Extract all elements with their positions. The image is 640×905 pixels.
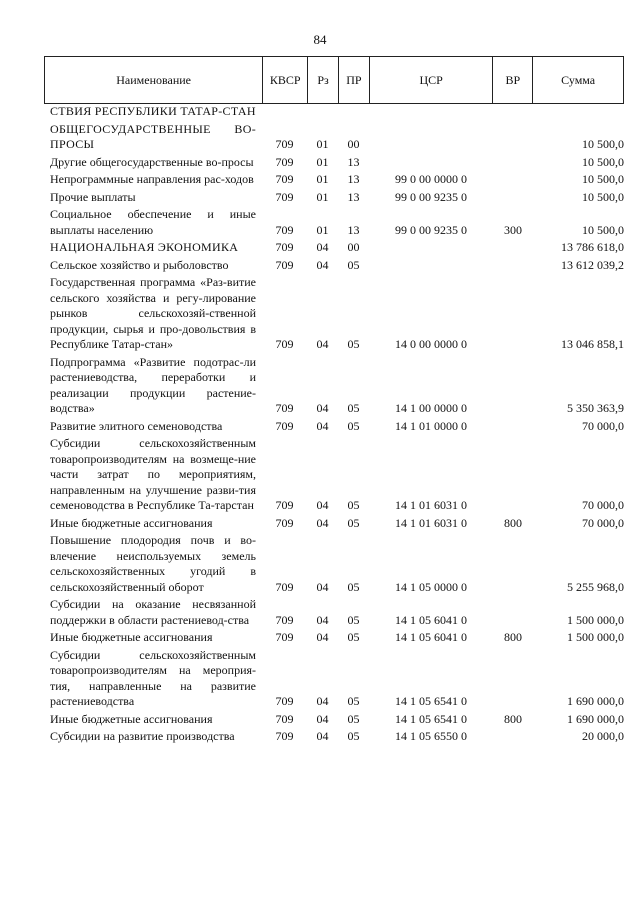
row-csr: [369, 258, 493, 274]
row-rz: 04: [316, 711, 329, 726]
row-csr: [369, 155, 493, 171]
row-name: Государственная программа «Раз-витие сельского хозяйства и регу-лирование рынков сельскохозяй-ственной продукции, сырья и про-довольствия в Республике Татар-стан»: [50, 275, 256, 351]
row-csr: 14 1 05 6550 0: [395, 729, 467, 743]
row-sum: 70 000,0: [582, 418, 624, 433]
header-pr: ПР: [338, 57, 369, 103]
table-row: [44, 190, 624, 206]
row-sum: 10 500,0: [582, 189, 624, 204]
budget-table: [44, 56, 624, 747]
row-rz: 01: [316, 137, 329, 151]
row-vr: [493, 155, 533, 171]
row-pr: 05: [347, 579, 360, 594]
row-pr: [338, 104, 369, 120]
row-sum: 13 046 858,1: [561, 337, 624, 351]
table-row: [44, 240, 624, 256]
row-csr: 14 1 01 0000 0: [395, 418, 467, 433]
row-name: Субсидии на оказание несвязанной поддержки в области растениевод-ства: [50, 597, 256, 627]
row-csr: 14 1 05 6041 0: [395, 612, 467, 627]
row-pr: 13: [347, 189, 360, 204]
row-rz: 04: [316, 240, 329, 254]
row-name: Иные бюджетные ассигнования: [50, 711, 213, 726]
row-rz: 01: [316, 154, 329, 169]
row-pr: 05: [347, 498, 360, 512]
table-row: [44, 648, 624, 710]
row-name: Развитие элитного семеноводства: [50, 418, 223, 433]
row-csr: 14 1 05 6541 0: [395, 711, 467, 726]
row-rz: 01: [316, 189, 329, 204]
row-kvsr: 709: [275, 154, 294, 169]
table-row: [44, 258, 624, 274]
row-kvsr: 709: [275, 711, 294, 726]
row-rz: 04: [316, 630, 329, 644]
header-sum: Сумма: [532, 57, 623, 103]
row-csr: 99 0 00 0000 0: [395, 172, 467, 186]
row-pr: 00: [347, 240, 360, 254]
row-csr: [369, 122, 493, 153]
table-row: [44, 155, 624, 171]
row-pr: 05: [347, 694, 360, 708]
table-row: [44, 172, 624, 188]
row-vr: [493, 275, 533, 353]
table-body: [44, 104, 624, 745]
row-sum: 1 500 000,0: [567, 630, 624, 644]
row-kvsr: 709: [275, 612, 294, 627]
row-rz: 01: [316, 172, 329, 186]
row-sum: 1 500 000,0: [567, 612, 624, 627]
row-pr: 05: [347, 337, 360, 351]
header-name: Наименование: [116, 72, 191, 87]
table-row: [44, 516, 624, 532]
row-name: Подпрограмма «Развитие подотрас-ли растениеводства, переработки и реализации продукции растение-водства»: [50, 354, 256, 415]
row-rz: 04: [316, 694, 329, 708]
row-name: Субсидии на развитие производства: [50, 729, 235, 743]
row-rz: 04: [316, 579, 329, 594]
row-kvsr: 709: [275, 630, 294, 644]
header-kvsr: КВСР: [262, 57, 307, 103]
table-header: [44, 56, 624, 104]
row-sum: 10 500,0: [582, 222, 624, 237]
row-name: НАЦИОНАЛЬНАЯ ЭКОНОМИКА: [50, 240, 239, 254]
row-name: Иные бюджетные ассигнования: [50, 630, 213, 644]
table-row: [44, 122, 624, 153]
row-sum: 5 255 968,0: [567, 579, 624, 594]
row-rz: 04: [316, 401, 329, 415]
row-name: ОБЩЕГОСУДАРСТВЕННЫЕ ВО-ПРОСЫ: [50, 121, 256, 151]
row-pr: 13: [347, 154, 360, 169]
table-row: [44, 419, 624, 435]
row-sum: 5 350 363,9: [567, 401, 624, 415]
table-row: [44, 275, 624, 353]
row-name: Социальное обеспечение и иные выплаты населению: [50, 207, 256, 237]
row-sum: 13 786 618,0: [561, 240, 624, 254]
row-rz: 01: [316, 222, 329, 237]
row-name: Непрограммные направления рас-ходов: [50, 172, 254, 186]
table-row: [44, 104, 624, 120]
row-vr: [493, 190, 533, 206]
row-pr: 05: [347, 612, 360, 627]
row-csr: 14 1 01 6031 0: [395, 515, 467, 530]
row-sum: 1 690 000,0: [567, 694, 624, 708]
table-row: [44, 355, 624, 417]
row-kvsr: [262, 104, 307, 120]
row-vr: [493, 122, 533, 153]
row-pr: 13: [347, 222, 360, 237]
page-number: 84: [313, 32, 327, 47]
row-vr: [493, 729, 533, 745]
row-pr: 00: [347, 137, 360, 151]
row-vr: [493, 419, 533, 435]
row-pr: 05: [347, 401, 360, 415]
row-csr: 14 1 01 6031 0: [395, 498, 467, 512]
row-vr: [493, 258, 533, 274]
row-kvsr: 709: [275, 189, 294, 204]
table-row: [44, 712, 624, 728]
row-rz: [307, 104, 338, 120]
header-csr: ЦСР: [369, 57, 493, 103]
row-kvsr: 709: [275, 694, 294, 708]
row-csr: 14 1 05 0000 0: [395, 579, 467, 594]
row-pr: 05: [347, 711, 360, 726]
row-pr: 05: [347, 515, 360, 530]
row-rz: 04: [316, 418, 329, 433]
row-vr: [493, 533, 533, 595]
row-vr: [493, 597, 533, 628]
row-csr: 14 1 05 6041 0: [395, 630, 467, 644]
row-vr: [493, 648, 533, 710]
row-csr: 14 0 00 0000 0: [395, 337, 467, 351]
row-name: Другие общегосударственные во-просы: [50, 154, 254, 169]
row-vr: [493, 104, 533, 120]
row-sum: 13 612 039,2: [561, 257, 624, 272]
row-sum: 70 000,0: [582, 515, 624, 530]
table-row: [44, 729, 624, 745]
row-rz: 04: [316, 612, 329, 627]
row-sum: [533, 104, 624, 120]
table-row: [44, 436, 624, 514]
row-kvsr: 709: [275, 729, 294, 743]
row-kvsr: 709: [275, 172, 294, 186]
row-vr: [493, 240, 533, 256]
header-rz: Рз: [307, 57, 338, 103]
row-kvsr: 709: [275, 137, 294, 151]
row-name: Повышение плодородия почв и во-влечение неиспользуемых земель сельскохозяйственных угодий в сельскохозяйственный оборот: [50, 533, 256, 594]
row-rz: 04: [316, 257, 329, 272]
row-sum: 20 000,0: [582, 729, 624, 743]
row-vr: [493, 436, 533, 514]
row-vr: [493, 355, 533, 417]
row-csr: 99 0 00 9235 0: [395, 222, 467, 237]
row-name: СТВИЯ РЕСПУБЛИКИ ТАТАР-СТАН: [50, 104, 256, 118]
row-csr: 14 1 05 6541 0: [395, 694, 467, 708]
table-row: [44, 630, 624, 646]
row-pr: 05: [347, 257, 360, 272]
row-name: Субсидии сельскохозяйственным товаропроизводителям на возмеще-ние части затрат по мероприятиям, направленным на улучшение разви-тия семеноводства в Республике Та-тарстан: [50, 436, 256, 512]
row-kvsr: 709: [275, 337, 294, 351]
row-pr: 05: [347, 630, 360, 644]
row-sum: 10 500,0: [582, 137, 624, 151]
row-sum: 10 500,0: [582, 172, 624, 186]
table-row: [44, 207, 624, 238]
row-kvsr: 709: [275, 257, 294, 272]
row-kvsr: 709: [275, 418, 294, 433]
row-pr: 05: [347, 729, 360, 743]
row-kvsr: 709: [275, 515, 294, 530]
row-csr: [369, 104, 493, 120]
row-vr: 800: [504, 515, 522, 530]
row-sum: 10 500,0: [582, 154, 624, 169]
row-kvsr: 709: [275, 401, 294, 415]
table-row: [44, 597, 624, 628]
row-csr: [369, 240, 493, 256]
row-rz: 04: [316, 337, 329, 351]
row-kvsr: 709: [275, 498, 294, 512]
row-pr: 13: [347, 172, 360, 186]
row-name: Иные бюджетные ассигнования: [50, 515, 213, 530]
row-vr: 800: [504, 630, 522, 644]
row-csr: 14 1 00 0000 0: [395, 401, 467, 415]
row-kvsr: 709: [275, 579, 294, 594]
row-name: Субсидии сельскохозяйственным товаропроизводителям на мероприя-тия, направленные на развитие растениеводства: [50, 647, 256, 708]
row-kvsr: 709: [275, 222, 294, 237]
row-vr: 800: [504, 711, 522, 726]
row-rz: 04: [316, 729, 329, 743]
header-vr: ВР: [492, 57, 532, 103]
row-sum: 1 690 000,0: [567, 711, 624, 726]
table-row: [44, 533, 624, 595]
row-pr: 05: [347, 418, 360, 433]
row-rz: 04: [316, 498, 329, 512]
row-sum: 70 000,0: [582, 498, 624, 512]
row-vr: [493, 172, 533, 188]
row-vr: 300: [504, 222, 522, 237]
row-csr: 99 0 00 9235 0: [395, 189, 467, 204]
row-rz: 04: [316, 515, 329, 530]
row-kvsr: 709: [275, 240, 294, 254]
row-name: Сельское хозяйство и рыболовство: [50, 257, 229, 272]
row-name: Прочие выплаты: [50, 189, 136, 204]
